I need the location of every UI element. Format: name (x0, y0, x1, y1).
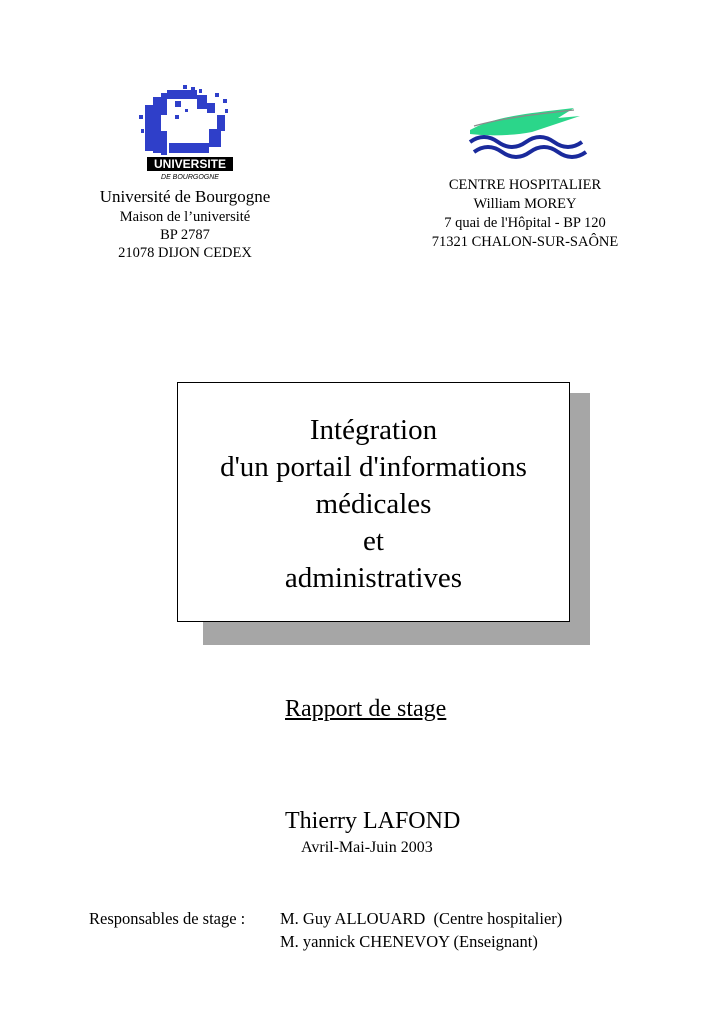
hospital-logo-graphic (462, 108, 592, 160)
title-line-1: Intégration (309, 413, 438, 446)
title-line-4: et (363, 524, 384, 557)
title-line-2: d'un portail d'informations (220, 450, 527, 483)
supervisor-2: M. yannick CHENEVOY (Enseignant) (280, 932, 538, 951)
hospital-street: 7 quai de l'Hôpital - BP 120 (444, 215, 606, 231)
university-logo-text: UNIVERSITE (153, 157, 227, 171)
title-box (177, 382, 570, 622)
university-logo-graphic (135, 85, 245, 180)
university-name: Université de Bourgogne (99, 187, 271, 206)
university-city: 21078 DIJON CEDEX (118, 245, 252, 261)
title-line-3: médicales (315, 487, 432, 520)
university-po-box: BP 2787 (160, 227, 210, 243)
report-type: Rapport de stage (285, 696, 447, 722)
university-logo (135, 85, 245, 180)
supervisors-label: Responsables de stage : (89, 909, 250, 928)
document-title (220, 412, 527, 597)
internship-period: Avril-Mai-Juin 2003 (301, 839, 433, 856)
university-address (80, 186, 290, 262)
hospital-address (405, 176, 645, 252)
university-address-line: Maison de l’université (119, 209, 251, 225)
title-line-5: administratives (284, 561, 463, 594)
hospital-city: 71321 CHALON-SUR-SAÔNE (431, 234, 619, 250)
supervisor-1: M. Guy ALLOUARD (Centre hospitalier) (280, 909, 563, 928)
hospital-logo (462, 108, 592, 160)
author-name: Thierry LAFOND (285, 808, 461, 834)
hospital-name: CENTRE HOSPITALIER (448, 177, 602, 193)
hospital-subname: William MOREY (473, 196, 577, 212)
university-logo-subtext: DE BOURGOGNE (161, 174, 219, 180)
